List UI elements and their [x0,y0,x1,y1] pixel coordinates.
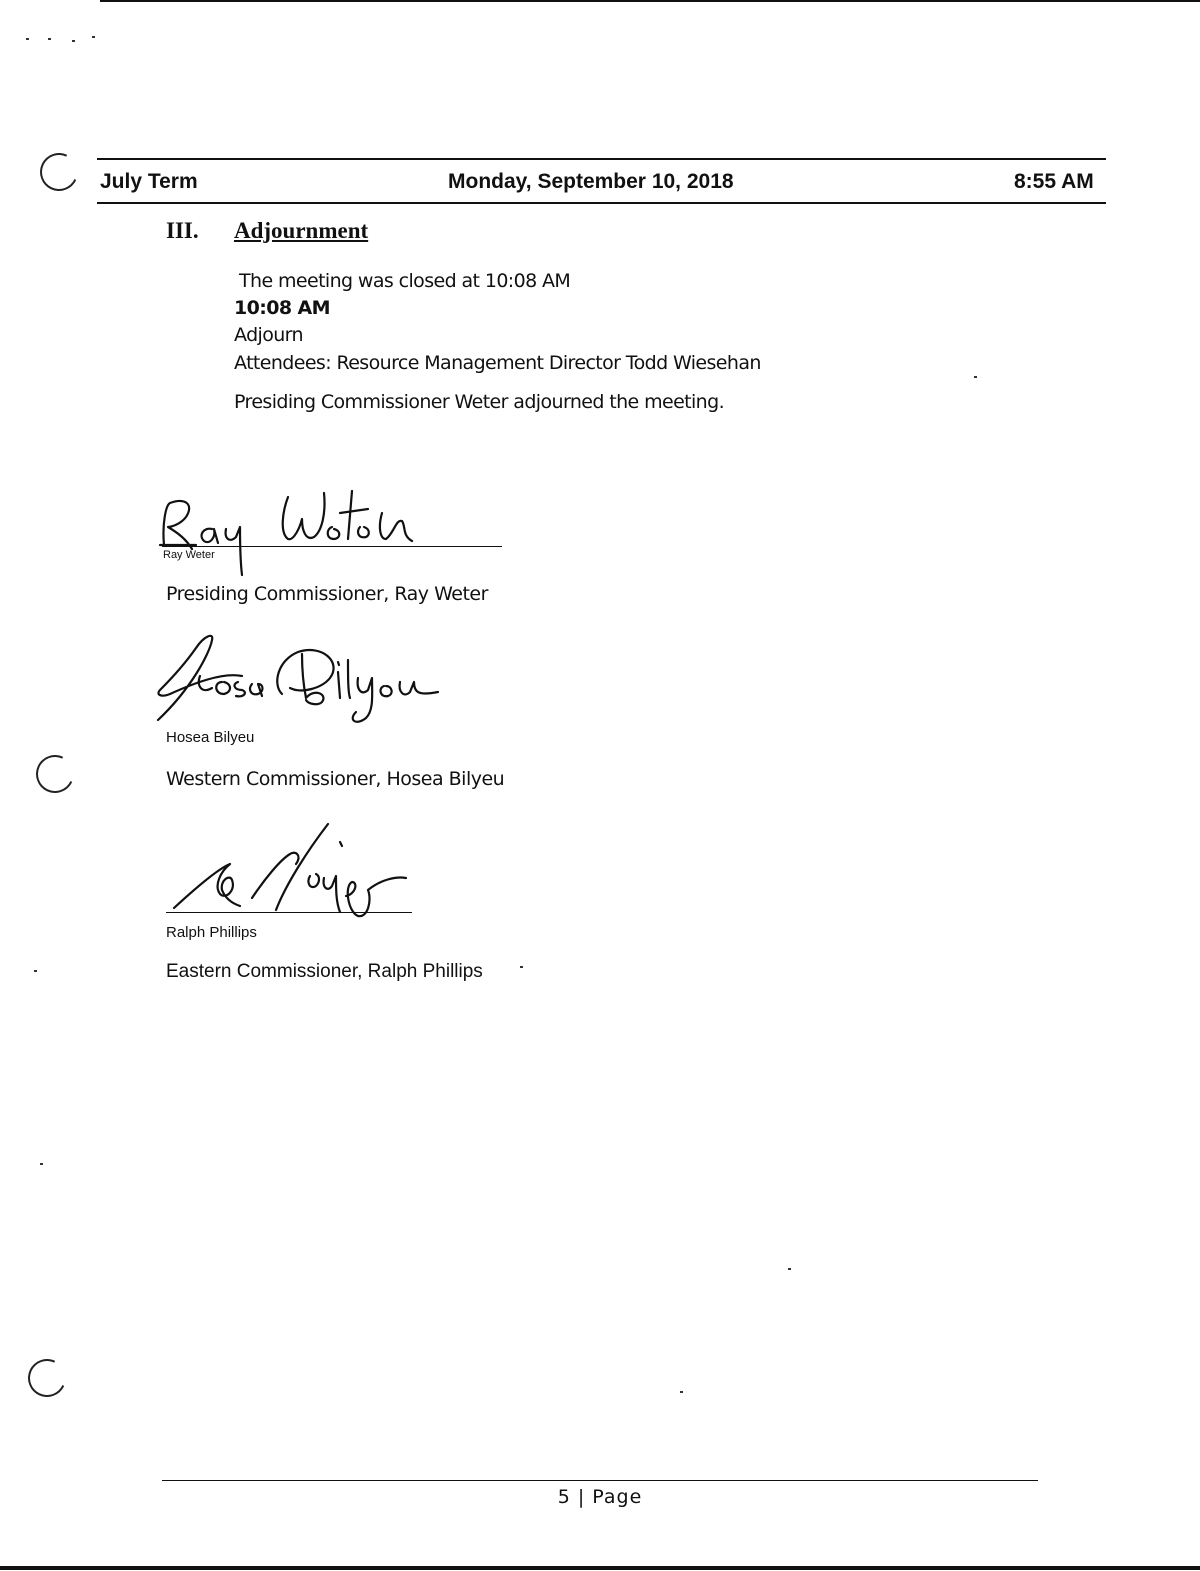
header-term: July Term [100,170,198,193]
bottom-edge-line [0,1566,1200,1570]
header-time: 8:55 AM [1014,170,1094,193]
binder-hole [31,750,80,799]
adjourn-line: Adjourn [234,324,303,346]
signature-ralph-phillips [160,820,420,920]
printed-name-hosea-bilyeu: Hosea Bilyeu [166,729,255,746]
scan-speck [788,1268,791,1270]
printed-name-ralph-phillips: Ralph Phillips [166,924,257,941]
scan-speck [92,36,95,38]
scan-speck [40,1163,43,1165]
header-top-rule [97,158,1106,160]
title-western-commissioner: Western Commissioner, Hosea Bilyeu [166,768,505,790]
footer-rule [162,1480,1038,1481]
section-number: III. [166,218,199,243]
binder-hole [23,1354,72,1403]
title-presiding-commissioner: Presiding Commissioner, Ray Weter [166,583,488,605]
scan-speck [520,966,523,968]
time-line: 10:08 AM [234,297,330,319]
scan-speck [680,1391,683,1393]
signature-line-ray-weter [162,546,502,547]
top-edge-line [100,0,1200,2]
signature-hosea-bilyeu [152,632,452,732]
header-date: Monday, September 10, 2018 [448,170,734,193]
adjourned-statement: Presiding Commissioner Weter adjourned the meeting. [234,391,725,413]
attendees-line: Attendees: Resource Management Director Todd Wiesehan [234,352,761,374]
scan-speck [34,970,37,972]
scan-speck [26,38,29,40]
section-title: Adjournment [234,218,369,243]
page-number: 5 | Page [557,1486,643,1508]
binder-hole [35,148,84,197]
header-bottom-rule [97,202,1106,204]
printed-name-ray-weter: Ray Weter [163,549,215,561]
meeting-closed-line: The meeting was closed at 10:08 AM [239,270,571,292]
scan-speck [974,376,977,378]
scan-speck [48,38,51,40]
title-eastern-commissioner: Eastern Commissioner, Ralph Phillips [166,961,483,982]
scan-speck [72,40,75,42]
signature-line-ralph-phillips [166,912,412,913]
